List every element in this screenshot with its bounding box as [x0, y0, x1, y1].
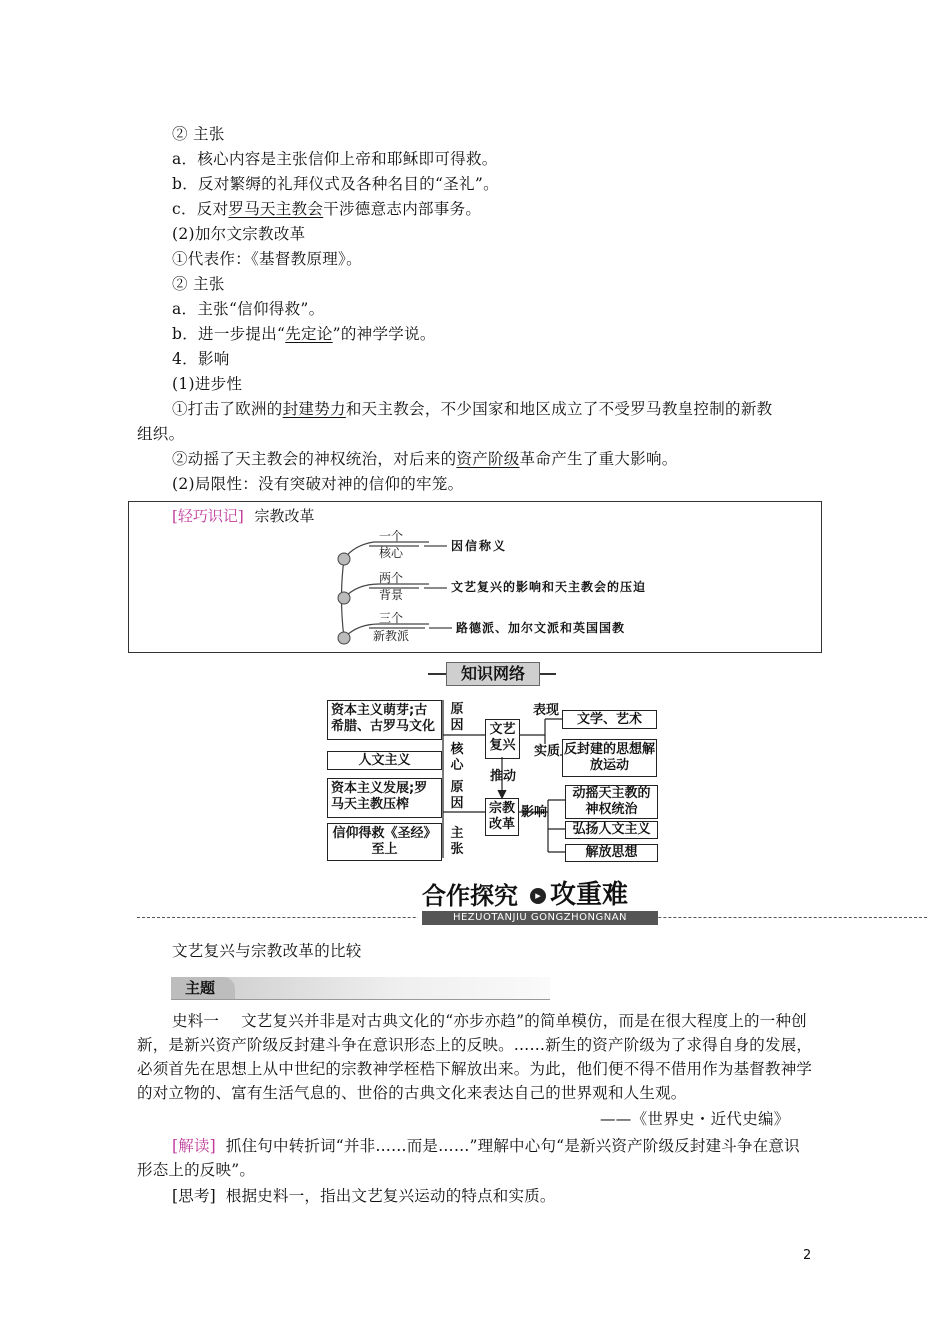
underlined-term: 封建势力 [282, 400, 346, 418]
underlined-term: 先定论 [285, 325, 333, 343]
section-banner [418, 880, 658, 926]
network-banner [428, 662, 556, 686]
topic-title: 文艺复兴与宗教改革的比较 [172, 942, 362, 960]
memory-node-bottom: 背景 [378, 588, 403, 602]
interpret-text: 抓住句中转折词“并非……而是……”理解中心句“是新兴资产阶级反封建斗争在意识形态上的反映”。 [137, 1137, 800, 1179]
network-left-box: 资本主义发展;罗马天主教压榨 [327, 778, 442, 818]
body-line: a．主张“信仰得救”。 [172, 300, 325, 318]
interpret-tag: [解读] [172, 1137, 216, 1155]
network-banner-title: 知识网络 [446, 662, 540, 686]
arrow-icon: ▸ [530, 888, 546, 904]
interpret-paragraph [137, 1134, 813, 1182]
underlined-term: 资产阶级 [456, 450, 520, 468]
section-banner-pinyin: HEZUOTANJIU GONGZHONGNAN [422, 911, 658, 925]
network-vlabel: 原因 [450, 780, 464, 811]
body-line: (2)局限性：没有突破对神的信仰的牢笼。 [172, 475, 464, 493]
network-branch-label: 影响 [521, 805, 548, 820]
memory-node-top: 两个 [378, 571, 403, 585]
network-left-box: 人文主义 [327, 751, 442, 770]
think-paragraph [137, 1184, 813, 1208]
memory-node-top: 三个 [378, 611, 403, 625]
network-branch-label: 表现 [533, 703, 560, 718]
source-text: 文艺复兴并非是对古典文化的“亦步亦趋”的简单模仿，而是在很大程度上的一种创新，是新兴资产阶级反封建斗争在意识形态上的反映。……新生的资产阶级为了求得自身的发展，必须首先在思想上从中世纪的宗教神学桎梏下解放出来。为此，他们便不得不借用作为基督教神学的对立物的、富有生活气息的、世俗的古典文化来表达自己的世界观和人生观。 [137, 1012, 813, 1102]
body-line: a．核心内容是主张信仰上帝和耶稣即可得救。 [172, 150, 498, 168]
source-citation: ——《世界史・近代史编》 [600, 1110, 790, 1128]
memory-node-text: 文艺复兴的影响和天主教会的压迫 [451, 580, 647, 594]
network-right-box: 动摇天主教的神权统治 [565, 785, 658, 819]
network-vlabel: 原因 [450, 702, 464, 733]
memory-node-bottom: 新教派 [372, 629, 409, 643]
network-push-label: 推动 [490, 769, 517, 784]
memory-title: 宗教改革 [254, 507, 315, 525]
network-center-box: 文艺复兴 [485, 719, 520, 759]
memory-node-text: 因信称义 [451, 539, 508, 553]
network-branch-label: 实质 [534, 744, 561, 759]
body-line: ①打击了欧洲的封建势力和天主教会，不少国家和地区成立了不受罗马教皇控制的新教 [172, 400, 773, 418]
network-left-box: 资本主义萌芽;古希腊、古罗马文化 [327, 700, 442, 740]
body-line: ② 主张 [172, 125, 225, 143]
section-banner-title-b: 攻重难 [550, 880, 629, 910]
source-label: 史料一 [172, 1012, 220, 1030]
network-right-box: 弘扬人文主义 [565, 821, 658, 839]
page-number: 2 [803, 1248, 812, 1263]
source-paragraph [137, 1009, 813, 1105]
memory-node-top: 一个 [378, 529, 403, 543]
memory-tag: [轻巧识记] [172, 507, 244, 525]
memory-node-bottom: 核心 [378, 546, 403, 560]
body-line: ①代表作：《基督教原理》。 [172, 250, 362, 268]
theme-tab [171, 977, 550, 999]
body-line: 组织。 [137, 425, 185, 443]
body-line: ② 主张 [172, 275, 225, 293]
body-line: 4．影响 [172, 350, 230, 368]
body-line: (2)加尔文宗教改革 [172, 225, 306, 243]
think-text: 根据史料一，指出文艺复兴运动的特点和实质。 [225, 1187, 556, 1205]
network-right-box: 文学、艺术 [562, 710, 657, 729]
network-vlabel: 主张 [450, 826, 464, 857]
body-line: b．进一步提出“先定论”的神学学说。 [172, 325, 436, 343]
body-line: c．反对罗马天主教会干涉德意志内部事务。 [172, 200, 482, 218]
theme-tab-label: 主题 [185, 979, 216, 997]
body-line: (1)进步性 [172, 375, 243, 393]
network-right-box: 解放思想 [565, 844, 658, 862]
network-left-box: 信仰得救《圣经》至上 [327, 823, 442, 861]
think-tag: [思考] [172, 1187, 216, 1205]
body-line: b．反对繁缛的礼拜仪式及各种名目的“圣礼”。 [172, 175, 499, 193]
network-center-box: 宗教改革 [485, 798, 519, 836]
memory-node-text: 路德派、加尔文派和英国国教 [456, 621, 626, 635]
underlined-term: 罗马天主教会 [228, 200, 324, 218]
body-line: ②动摇了天主教会的神权统治，对后来的资产阶级革命产生了重大影响。 [172, 450, 678, 468]
memory-box [128, 501, 822, 653]
network-right-box: 反封建的思想解放运动 [562, 739, 657, 777]
section-banner-title-a: 合作探究 [422, 882, 518, 910]
network-vlabel: 核心 [450, 742, 464, 773]
